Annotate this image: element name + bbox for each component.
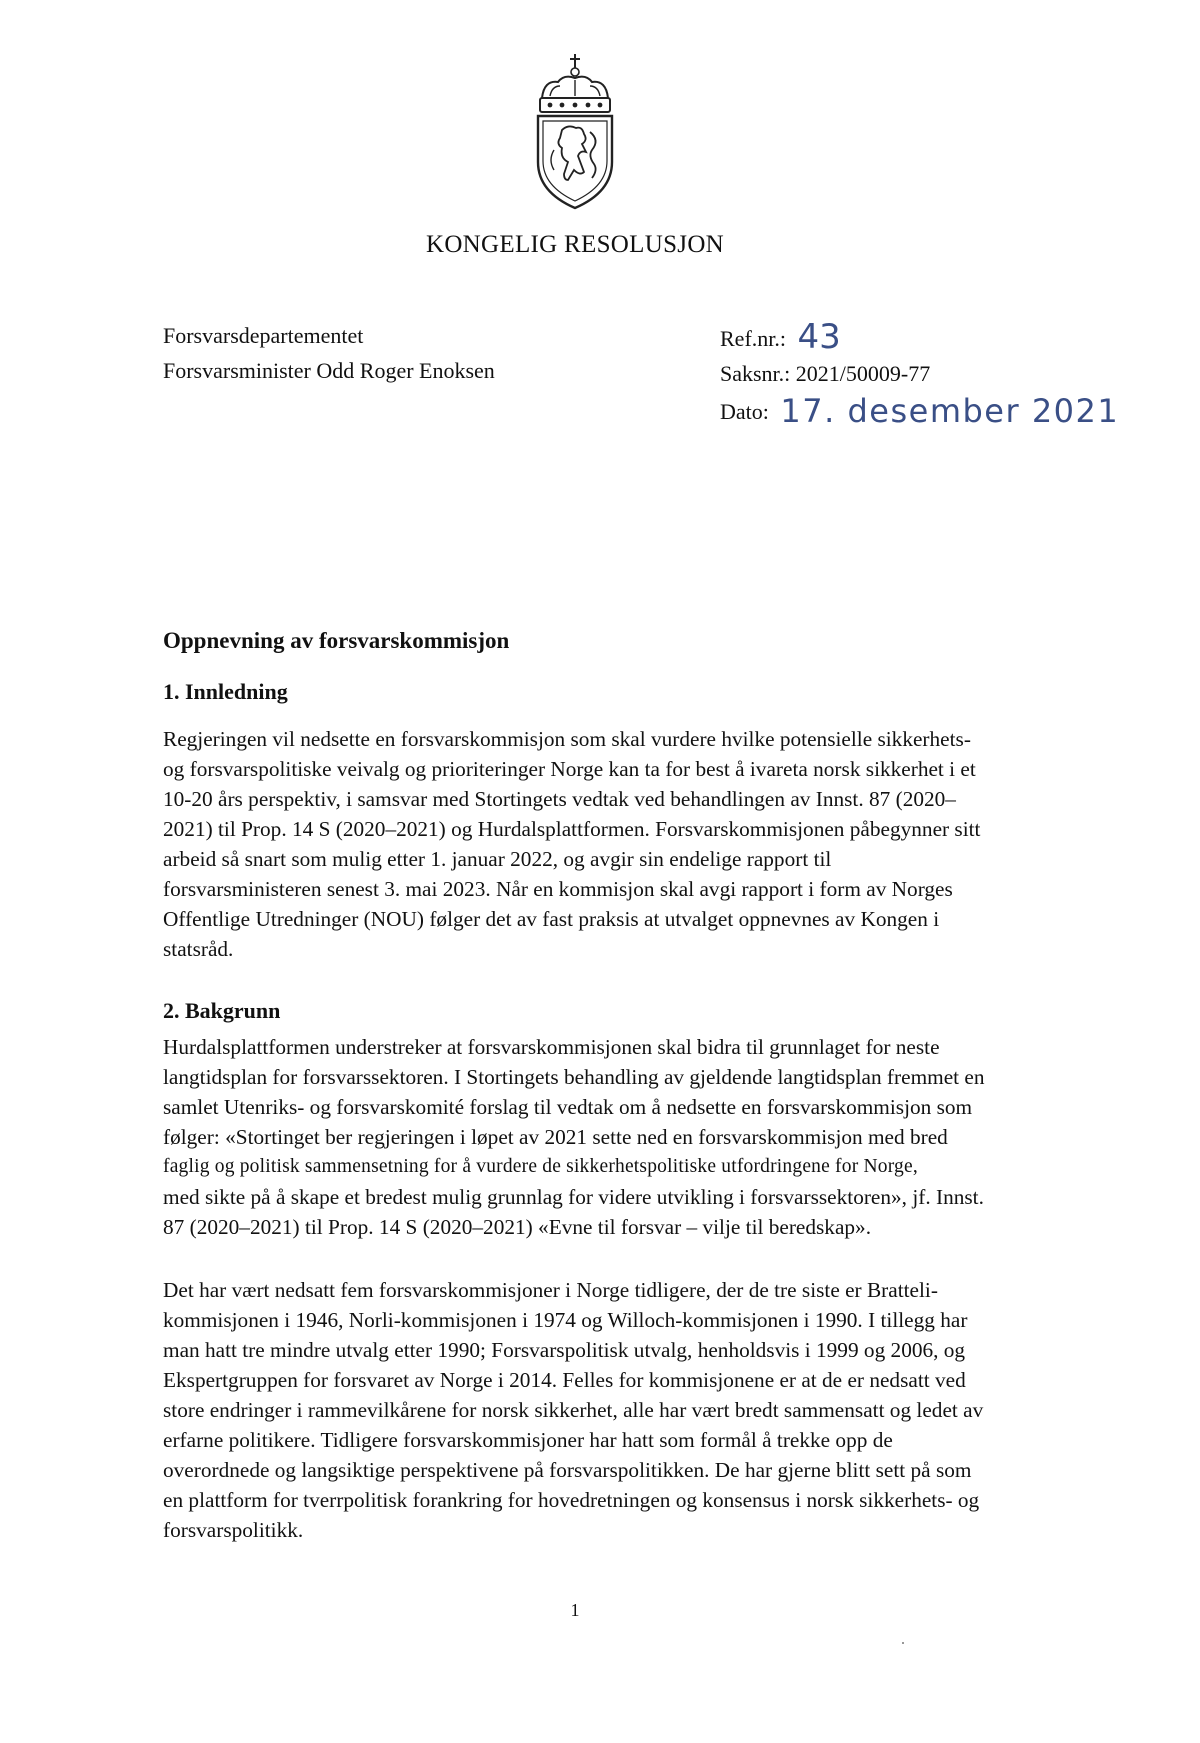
text-line: kommisjonen i 1946, Norli-kommisjonen i 1974 og Willoch-kommisjonen i 1990. I tillegg har (163, 1308, 968, 1332)
header-reference-block (720, 318, 1119, 429)
date-label: Dato: (720, 399, 769, 424)
reference-value: 43 (797, 317, 841, 357)
text-line: Det har vært nedsatt fem forsvarskommisjoner i Norge tidligere, der de tre siste er Bratteli- (163, 1278, 938, 1302)
date-value: 17. desember 2021 (780, 392, 1120, 430)
header-sender-block (163, 318, 495, 388)
text-line: overordnede og langsiktige perspektivene på forsvarspolitikken. De har gjerne blitt sett på som (163, 1458, 972, 1482)
text-line: 10-20 års perspektiv, i samsvar med Stortingets vedtak ved behandlingen av Innst. 87 (2020– (163, 787, 956, 811)
text-line: faglig og politisk sammensetning for å vurdere de sikkerhetspolitiske utfordringene for Norge, (163, 1156, 918, 1177)
text-line: statsråd. (163, 937, 234, 961)
text-line: og forsvarspolitiske veivalg og prioriteringer Norge kan ta for best å ivareta norsk sikkerhet i et (163, 757, 976, 781)
section-heading-innledning: 1. Innledning (163, 679, 288, 704)
text-line: med sikte på å skape et bredest mulig grunnlag for videre utvikling i forsvarssektoren», jf. Innst. (163, 1185, 984, 1209)
section-heading-bakgrunn: 2. Bakgrunn (163, 998, 281, 1023)
text-line: følger: «Stortinget ber regjeringen i løpet av 2021 sette ned en forsvarskommisjon med bred (163, 1125, 948, 1149)
page-number: 1 (570, 1600, 580, 1620)
text-line: 87 (2020–2021) til Prop. 14 S (2020–2021) «Evne til forsvar – vilje til beredskap». (163, 1215, 872, 1239)
text-line: 2021) til Prop. 14 S (2020–2021) og Hurdalsplattformen. Forsvarskommisjonen påbegynner sitt (163, 817, 981, 841)
text-line: en plattform for tverrpolitisk forankring for hovedretningen og konsensus i norsk sikkerhets- og (163, 1488, 980, 1512)
text-line: arbeid så snart som mulig etter 1. januar 2022, og avgir sin endelige rapport til (163, 847, 832, 871)
text-line: Offentlige Utredninger (NOU) følger det av fast praksis at utvalget oppnevnes av Kongen i (163, 907, 940, 931)
case-number-label: Saksnr.: (720, 361, 791, 386)
paragraph-innledning (163, 724, 1088, 964)
text-line: samlet Utenriks- og forsvarskomité forslag til vedtak om å nedsette en forsvarskommisjon som (163, 1095, 973, 1119)
text-line: langtidsplan for forsvarssektoren. I Stortingets behandling av gjeldende langtidsplan fremmet en (163, 1065, 985, 1089)
reference-label: Ref.nr.: (720, 326, 786, 351)
case-number-value: 2021/50009-77 (795, 361, 931, 386)
date-line (720, 391, 1119, 429)
case-number-line (720, 356, 1119, 391)
text-line: Hurdalsplattformen understreker at forsvarskommisjonen skal bidra til grunnlaget for neste (163, 1035, 940, 1059)
text-line: erfarne politikere. Tidligere forsvarskommisjoner har hatt som formål å trekke opp de (163, 1428, 893, 1452)
paragraph-bakgrunn-2 (163, 1275, 1088, 1545)
text-line: store endringer i rammevilkårene for norsk sikkerhet, alle har vært bredt sammensatt og ledet av (163, 1398, 984, 1422)
scan-speck (902, 1642, 904, 1644)
text-line: forsvarspolitikk. (163, 1518, 304, 1542)
text-line: Ekspertgruppen for forsvaret av Norge i 2014. Felles for kommisjonene er at de er nedsatt ved (163, 1368, 966, 1392)
minister-name: Forsvarsminister Odd Roger Enoksen (163, 358, 495, 383)
text-line: Regjeringen vil nedsette en forsvarskommisjon som skal vurdere hvilke potensielle sikkerhets- (163, 727, 971, 751)
reference-line (720, 318, 1119, 356)
paragraph-bakgrunn-1 (163, 1032, 1088, 1242)
department-name: Forsvarsdepartementet (163, 323, 364, 348)
document-title: KONGELIG RESOLUSJON (425, 231, 725, 258)
text-line: man hatt tre mindre utvalg etter 1990; Forsvarspolitisk utvalg, henholdsvis i 1999 og 2006, og (163, 1338, 966, 1362)
document-subject: Oppnevning av forsvarskommisjon (163, 628, 510, 653)
text-line: forsvarsministeren senest 3. mai 2023. Når en kommisjon skal avgi rapport i form av Norges (163, 877, 953, 901)
norwegian-coat-of-arms-icon (528, 52, 622, 210)
